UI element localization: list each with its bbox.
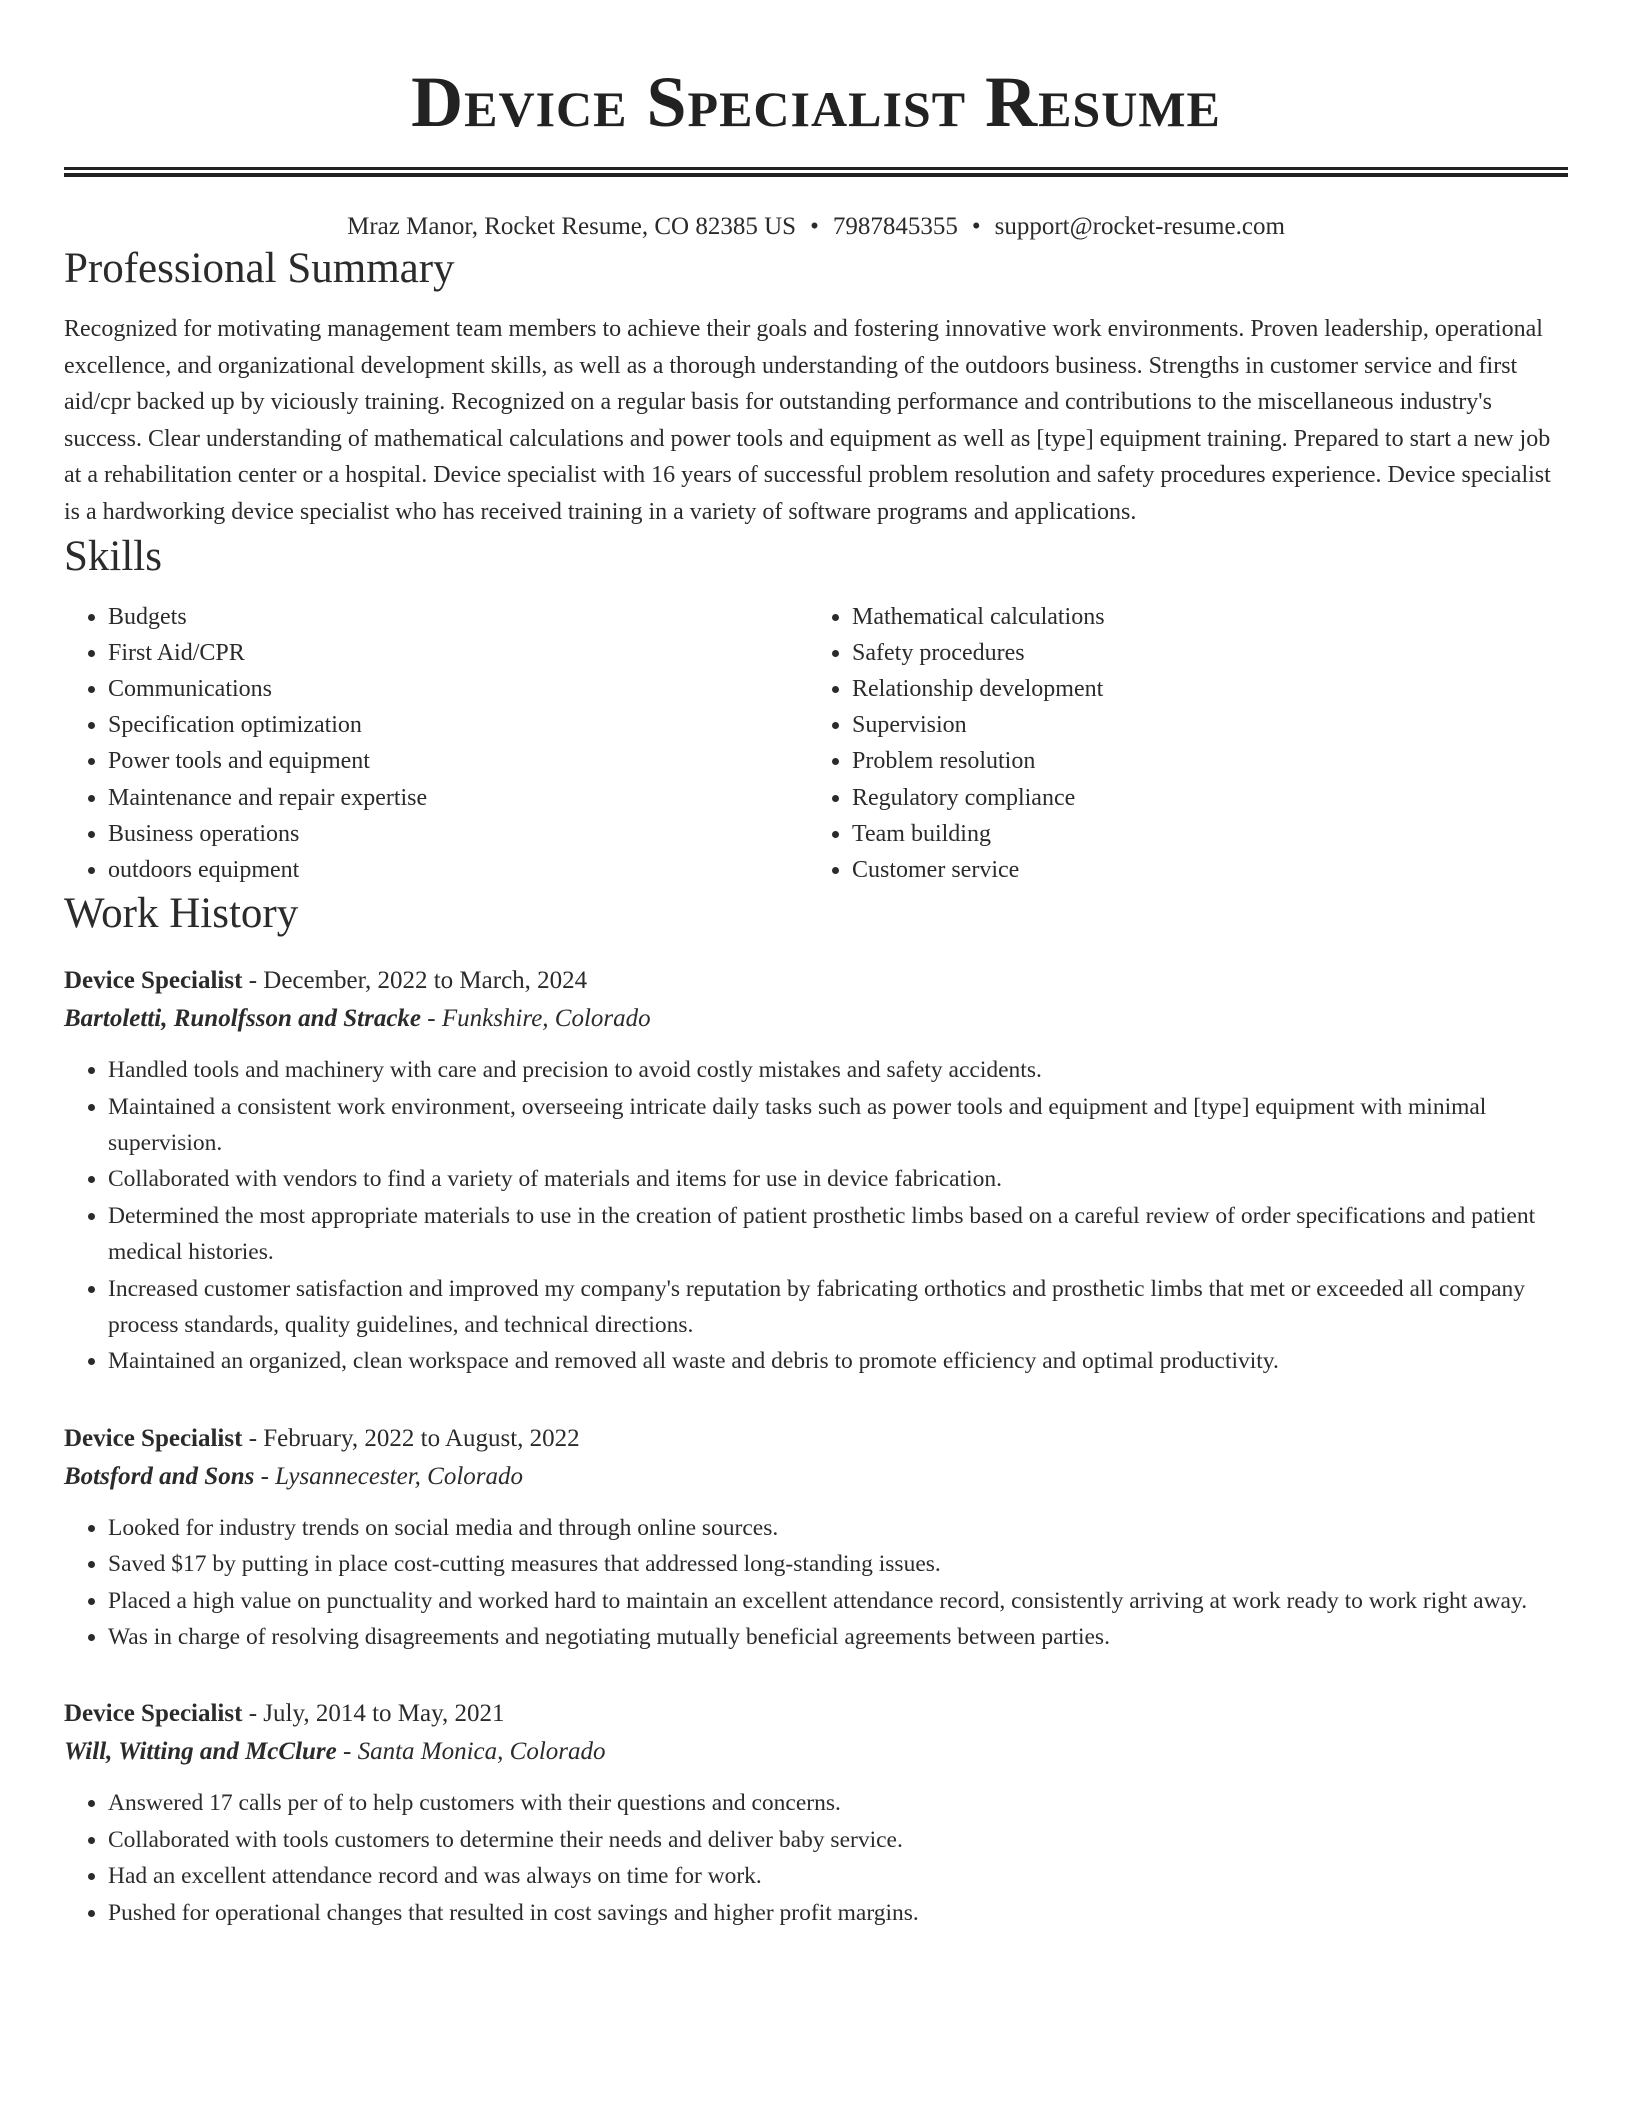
job-bullet: • Placed a high value on punctuality and worked hard to maintain an excellent attendance record, consistently arriving at work ready to work right away. bbox=[108, 1583, 1568, 1619]
job-title-line bbox=[64, 1695, 1568, 1733]
job-entry bbox=[64, 1420, 1568, 1656]
job-bullet: • Collaborated with tools customers to determine their needs and deliver baby service. bbox=[108, 1822, 1568, 1858]
company-location: - Funkshire, Colorado bbox=[421, 1005, 651, 1033]
job-title: Device Specialist bbox=[64, 1424, 243, 1452]
company-location: - Lysannecester, Colorado bbox=[254, 1462, 524, 1490]
summary-heading: Professional Summary bbox=[64, 245, 455, 292]
job-title-line bbox=[64, 962, 1568, 1000]
skill-item: • Budgets bbox=[108, 599, 808, 635]
title-divider bbox=[64, 167, 1568, 177]
job-bullet: • Pushed for operational changes that resulted in cost savings and higher profit margins. bbox=[108, 1895, 1568, 1931]
job-bullet: • Collaborated with vendors to find a variety of materials and items for use in device fabrication. bbox=[108, 1161, 1568, 1197]
job-dates: - February, 2022 to August, 2022 bbox=[242, 1424, 580, 1452]
skill-item: • Business operations bbox=[108, 816, 808, 852]
contact-line bbox=[64, 211, 1568, 243]
skill-item: • Safety procedures bbox=[852, 635, 1552, 671]
job-bullet: • Answered 17 calls per of to help customers with their questions and concerns. bbox=[108, 1785, 1568, 1821]
skill-item: • Communications bbox=[108, 671, 808, 707]
company-name: Botsford and Sons bbox=[64, 1462, 255, 1490]
skill-item: • Relationship development bbox=[852, 671, 1552, 707]
skill-item: • Specification optimization bbox=[108, 707, 808, 743]
skill-item: • Power tools and equipment bbox=[108, 743, 808, 779]
company-name: Will, Witting and McClure bbox=[64, 1738, 337, 1766]
job-bullets bbox=[64, 1785, 1568, 1931]
contact-separator: • bbox=[810, 213, 819, 240]
work-history-heading: Work History bbox=[64, 890, 299, 938]
job-bullets bbox=[64, 1052, 1568, 1380]
skills-list-left bbox=[64, 599, 808, 889]
skill-item: • Mathematical calculations bbox=[852, 599, 1552, 635]
job-bullets bbox=[64, 1510, 1568, 1656]
contact-email: support@rocket-resume.com bbox=[994, 213, 1285, 240]
resume-title: Device Specialist Resume bbox=[411, 62, 1221, 142]
company-name: Bartoletti, Runolfsson and Stracke bbox=[64, 1005, 422, 1033]
skill-item: • Supervision bbox=[852, 707, 1552, 743]
job-bullet: • Looked for industry trends on social media and through online sources. bbox=[108, 1510, 1568, 1546]
skill-item: • First Aid/CPR bbox=[108, 635, 808, 671]
job-title: Device Specialist bbox=[64, 1700, 243, 1728]
skill-item: • Problem resolution bbox=[852, 743, 1552, 779]
job-bullet: • Maintained a consistent work environment, overseeing intricate daily tasks such as power tools and equipment and [type] equipment with minimal supervision. bbox=[108, 1089, 1568, 1162]
skills-heading: Skills bbox=[64, 532, 162, 580]
skill-item: • outdoors equipment bbox=[108, 852, 808, 888]
company-line bbox=[64, 1458, 1568, 1496]
skill-item: • Team building bbox=[852, 816, 1552, 852]
company-location: - Santa Monica, Colorado bbox=[336, 1738, 606, 1766]
job-entry bbox=[64, 962, 1568, 1380]
job-bullet: • Determined the most appropriate materials to use in the creation of patient prosthetic limbs based on a careful review of order specifications and patient medical histories. bbox=[108, 1198, 1568, 1271]
contact-separator: • bbox=[971, 213, 981, 240]
job-bullet: • Increased customer satisfaction and improved my company's reputation by fabricating orthotics and prosthetic limbs that met or exceeded all company process standards, quality guidelines, and technical directions. bbox=[108, 1271, 1568, 1344]
job-title: Device Specialist bbox=[64, 967, 243, 995]
skill-item: • Maintenance and repair expertise bbox=[108, 780, 808, 816]
skills-columns bbox=[64, 599, 1568, 889]
job-bullet: • Handled tools and machinery with care and precision to avoid costly mistakes and safety accidents. bbox=[108, 1052, 1568, 1088]
job-bullet: • Was in charge of resolving disagreements and negotiating mutually beneficial agreements between parties. bbox=[108, 1619, 1568, 1655]
job-bullet: • Had an excellent attendance record and was always on time for work. bbox=[108, 1858, 1568, 1894]
company-line bbox=[64, 1000, 1568, 1038]
contact-address: Mraz Manor, Rocket Resume, CO 82385 US bbox=[347, 213, 797, 240]
job-title-line bbox=[64, 1420, 1568, 1458]
job-bullet: • Maintained an organized, clean workspace and removed all waste and debris to promote efficiency and optimal productivity. bbox=[108, 1343, 1568, 1379]
summary-text: Recognized for motivating management team members to achieve their goals and fostering innovative work environments. Proven leadership, operational excellence, and organizational development skills, as well as a thorough understanding of the outdoors business. Strengths in customer service and first aid/cpr backed up by viciously training. Recognized on a regular basis for outstanding performance and contributions to the miscellaneous industry's success. Clear understanding of mathematical calculations and power tools and equipment as well as [type] equipment training. Prepared to start a new job at a rehabilitation center or a hospital. Device specialist with 16 years of successful problem resolution and safety procedures experience. Device specialist is a hardworking device specialist who has received training in a variety of software programs and applications. bbox=[64, 316, 1551, 525]
skills-list-right bbox=[808, 599, 1552, 889]
job-dates: - December, 2022 to March, 2024 bbox=[242, 967, 588, 995]
job-dates: - July, 2014 to May, 2021 bbox=[242, 1700, 505, 1728]
company-line bbox=[64, 1733, 1568, 1771]
job-bullet: • Saved $17 by putting in place cost-cutting measures that addressed long-standing issues. bbox=[108, 1546, 1568, 1582]
job-entry bbox=[64, 1695, 1568, 1931]
contact-phone: 7987845355 bbox=[832, 213, 958, 240]
skill-item: • Regulatory compliance bbox=[852, 780, 1552, 816]
skill-item: • Customer service bbox=[852, 852, 1552, 888]
